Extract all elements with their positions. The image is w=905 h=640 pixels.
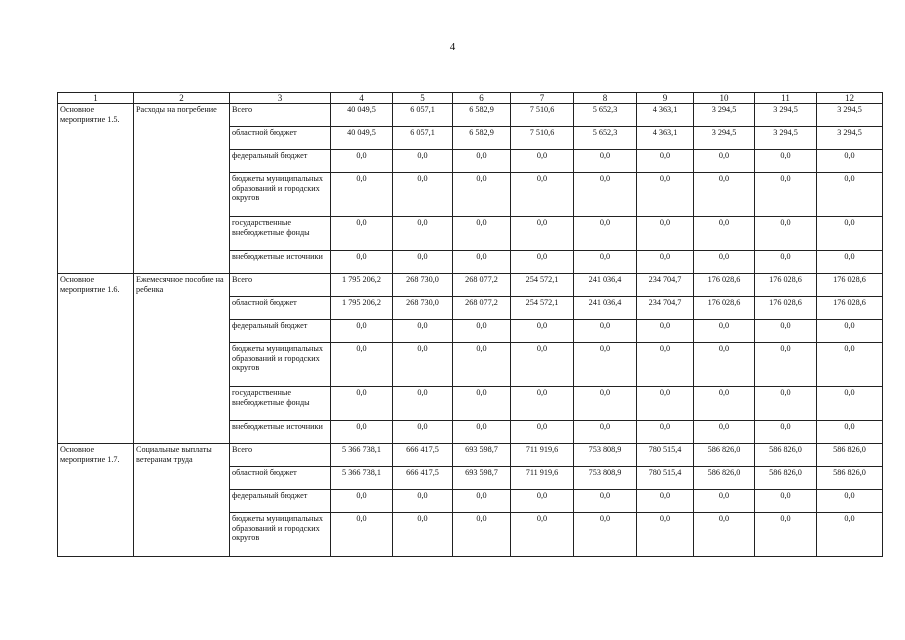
value-cell: 0,0 (817, 251, 883, 274)
value-cell: 0,0 (511, 490, 574, 513)
value-cell: 3 294,5 (694, 104, 755, 127)
value-cell: 0,0 (574, 387, 637, 421)
value-cell: 0,0 (511, 513, 574, 557)
column-header: 5 (393, 93, 453, 104)
value-cell: 693 598,7 (453, 444, 511, 467)
value-cell: 176 028,6 (694, 297, 755, 320)
value-cell: 0,0 (511, 217, 574, 251)
value-cell: 0,0 (637, 421, 694, 444)
value-cell: 0,0 (511, 387, 574, 421)
value-cell: 0,0 (637, 387, 694, 421)
column-header: 1 (58, 93, 134, 104)
value-cell: 0,0 (637, 343, 694, 387)
value-cell: 0,0 (694, 173, 755, 217)
value-cell: 0,0 (453, 217, 511, 251)
value-cell: 176 028,6 (755, 297, 817, 320)
value-cell: 0,0 (453, 320, 511, 343)
value-cell: 0,0 (574, 217, 637, 251)
value-cell: 0,0 (637, 217, 694, 251)
column-header: 10 (694, 93, 755, 104)
funding-source-cell: бюджеты муниципальных образований и городских округов (230, 513, 331, 557)
value-cell: 0,0 (574, 251, 637, 274)
value-cell: 0,0 (694, 513, 755, 557)
value-cell: 0,0 (331, 173, 393, 217)
table-row (58, 274, 883, 297)
value-cell: 0,0 (694, 217, 755, 251)
event-cell: Основное мероприятие 1.7. (58, 444, 134, 557)
value-cell: 0,0 (331, 343, 393, 387)
value-cell: 0,0 (694, 320, 755, 343)
funding-source-cell: бюджеты муниципальных образований и городских округов (230, 343, 331, 387)
value-cell: 0,0 (817, 421, 883, 444)
value-cell: 0,0 (511, 320, 574, 343)
value-cell: 0,0 (331, 421, 393, 444)
value-cell: 0,0 (755, 150, 817, 173)
value-cell: 666 417,5 (393, 467, 453, 490)
funding-source-cell: внебюджетные источники (230, 251, 331, 274)
value-cell: 4 363,1 (637, 104, 694, 127)
event-cell: Основное мероприятие 1.5. (58, 104, 134, 274)
value-cell: 0,0 (574, 150, 637, 173)
header-row (58, 93, 883, 104)
value-cell: 0,0 (453, 513, 511, 557)
table-row (58, 104, 883, 127)
value-cell: 0,0 (755, 320, 817, 343)
event-cell: Основное мероприятие 1.6. (58, 274, 134, 444)
value-cell: 268 077,2 (453, 274, 511, 297)
value-cell: 3 294,5 (755, 127, 817, 150)
value-cell: 40 049,5 (331, 104, 393, 127)
value-cell: 0,0 (574, 173, 637, 217)
value-cell: 0,0 (817, 343, 883, 387)
value-cell: 3 294,5 (817, 104, 883, 127)
value-cell: 0,0 (393, 513, 453, 557)
value-cell: 0,0 (574, 490, 637, 513)
funding-source-cell: Всего (230, 104, 331, 127)
value-cell: 0,0 (574, 320, 637, 343)
value-cell: 0,0 (694, 421, 755, 444)
value-cell: 0,0 (694, 490, 755, 513)
value-cell: 0,0 (331, 387, 393, 421)
column-header: 2 (134, 93, 230, 104)
value-cell: 711 919,6 (511, 444, 574, 467)
value-cell: 0,0 (331, 513, 393, 557)
value-cell: 0,0 (755, 513, 817, 557)
column-header: 6 (453, 93, 511, 104)
value-cell: 0,0 (694, 343, 755, 387)
value-cell: 586 826,0 (817, 467, 883, 490)
value-cell: 0,0 (453, 490, 511, 513)
funding-source-cell: государственные внебюджетные фонды (230, 387, 331, 421)
value-cell: 0,0 (511, 421, 574, 444)
value-cell: 3 294,5 (817, 127, 883, 150)
value-cell: 586 826,0 (694, 467, 755, 490)
value-cell: 3 294,5 (755, 104, 817, 127)
value-cell: 4 363,1 (637, 127, 694, 150)
value-cell: 753 808,9 (574, 467, 637, 490)
value-cell: 0,0 (511, 251, 574, 274)
value-cell: 241 036,4 (574, 297, 637, 320)
value-cell: 7 510,6 (511, 104, 574, 127)
value-cell: 0,0 (453, 173, 511, 217)
value-cell: 0,0 (393, 387, 453, 421)
value-cell: 0,0 (755, 173, 817, 217)
value-cell: 7 510,6 (511, 127, 574, 150)
value-cell: 0,0 (755, 421, 817, 444)
value-cell: 0,0 (331, 490, 393, 513)
table-row (58, 444, 883, 467)
value-cell: 0,0 (694, 387, 755, 421)
value-cell: 0,0 (453, 387, 511, 421)
page-number: 4 (449, 41, 456, 53)
value-cell: 0,0 (453, 421, 511, 444)
value-cell: 1 795 206,2 (331, 274, 393, 297)
event-name-cell: Ежемесячное пособие на ребенка (134, 274, 230, 444)
funding-source-cell: областной бюджет (230, 297, 331, 320)
value-cell: 6 057,1 (393, 104, 453, 127)
funding-source-cell: областной бюджет (230, 127, 331, 150)
value-cell: 0,0 (453, 150, 511, 173)
value-cell: 0,0 (817, 150, 883, 173)
value-cell: 0,0 (694, 150, 755, 173)
value-cell: 5 366 738,1 (331, 444, 393, 467)
value-cell: 0,0 (755, 251, 817, 274)
value-cell: 254 572,1 (511, 297, 574, 320)
value-cell: 176 028,6 (817, 297, 883, 320)
value-cell: 0,0 (755, 343, 817, 387)
value-cell: 0,0 (393, 217, 453, 251)
column-header: 3 (230, 93, 331, 104)
value-cell: 0,0 (574, 513, 637, 557)
value-cell: 0,0 (637, 173, 694, 217)
funding-source-cell: областной бюджет (230, 467, 331, 490)
value-cell: 5 652,3 (574, 127, 637, 150)
value-cell: 780 515,4 (637, 467, 694, 490)
column-header: 11 (755, 93, 817, 104)
value-cell: 5 652,3 (574, 104, 637, 127)
value-cell: 0,0 (511, 343, 574, 387)
funding-source-cell: федеральный бюджет (230, 490, 331, 513)
value-cell: 586 826,0 (755, 467, 817, 490)
column-header: 8 (574, 93, 637, 104)
value-cell: 586 826,0 (694, 444, 755, 467)
event-name-cell: Социальные выплаты ветеранам труда (134, 444, 230, 557)
value-cell: 0,0 (637, 251, 694, 274)
column-header: 9 (637, 93, 694, 104)
column-header: 4 (331, 93, 393, 104)
funding-source-cell: внебюджетные источники (230, 421, 331, 444)
value-cell: 0,0 (755, 217, 817, 251)
value-cell: 176 028,6 (694, 274, 755, 297)
value-cell: 0,0 (817, 513, 883, 557)
value-cell: 234 704,7 (637, 297, 694, 320)
value-cell: 0,0 (637, 513, 694, 557)
funding-source-cell: федеральный бюджет (230, 150, 331, 173)
value-cell: 0,0 (331, 150, 393, 173)
value-cell: 0,0 (511, 173, 574, 217)
value-cell: 0,0 (393, 421, 453, 444)
value-cell: 6 582,9 (453, 104, 511, 127)
value-cell: 6 057,1 (393, 127, 453, 150)
value-cell: 586 826,0 (755, 444, 817, 467)
value-cell: 0,0 (817, 320, 883, 343)
value-cell: 241 036,4 (574, 274, 637, 297)
value-cell: 0,0 (393, 320, 453, 343)
value-cell: 234 704,7 (637, 274, 694, 297)
funding-source-cell: Всего (230, 274, 331, 297)
value-cell: 0,0 (393, 173, 453, 217)
funding-source-cell: государственные внебюджетные фонды (230, 217, 331, 251)
value-cell: 0,0 (393, 150, 453, 173)
value-cell: 40 049,5 (331, 127, 393, 150)
funding-source-cell: Всего (230, 444, 331, 467)
value-cell: 0,0 (393, 343, 453, 387)
value-cell: 268 730,0 (393, 297, 453, 320)
value-cell: 0,0 (331, 251, 393, 274)
value-cell: 0,0 (393, 490, 453, 513)
value-cell: 5 366 738,1 (331, 467, 393, 490)
value-cell: 0,0 (755, 387, 817, 421)
value-cell: 0,0 (817, 387, 883, 421)
value-cell: 3 294,5 (694, 127, 755, 150)
value-cell: 0,0 (755, 490, 817, 513)
value-cell: 0,0 (817, 490, 883, 513)
column-header: 7 (511, 93, 574, 104)
value-cell: 0,0 (694, 251, 755, 274)
value-cell: 780 515,4 (637, 444, 694, 467)
funding-source-cell: бюджеты муниципальных образований и городских округов (230, 173, 331, 217)
value-cell: 0,0 (393, 251, 453, 274)
value-cell: 0,0 (637, 320, 694, 343)
column-header: 12 (817, 93, 883, 104)
budget-table (57, 92, 883, 557)
value-cell: 0,0 (574, 343, 637, 387)
value-cell: 176 028,6 (755, 274, 817, 297)
value-cell: 666 417,5 (393, 444, 453, 467)
value-cell: 0,0 (817, 217, 883, 251)
value-cell: 0,0 (331, 217, 393, 251)
value-cell: 268 730,0 (393, 274, 453, 297)
event-name-cell: Расходы на погребение (134, 104, 230, 274)
funding-source-cell: федеральный бюджет (230, 320, 331, 343)
value-cell: 176 028,6 (817, 274, 883, 297)
value-cell: 0,0 (511, 150, 574, 173)
value-cell: 0,0 (453, 343, 511, 387)
value-cell: 753 808,9 (574, 444, 637, 467)
value-cell: 711 919,6 (511, 467, 574, 490)
value-cell: 586 826,0 (817, 444, 883, 467)
value-cell: 0,0 (331, 320, 393, 343)
value-cell: 6 582,9 (453, 127, 511, 150)
value-cell: 268 077,2 (453, 297, 511, 320)
value-cell: 0,0 (453, 251, 511, 274)
value-cell: 254 572,1 (511, 274, 574, 297)
value-cell: 1 795 206,2 (331, 297, 393, 320)
value-cell: 0,0 (637, 490, 694, 513)
value-cell: 0,0 (817, 173, 883, 217)
value-cell: 0,0 (637, 150, 694, 173)
value-cell: 693 598,7 (453, 467, 511, 490)
value-cell: 0,0 (574, 421, 637, 444)
